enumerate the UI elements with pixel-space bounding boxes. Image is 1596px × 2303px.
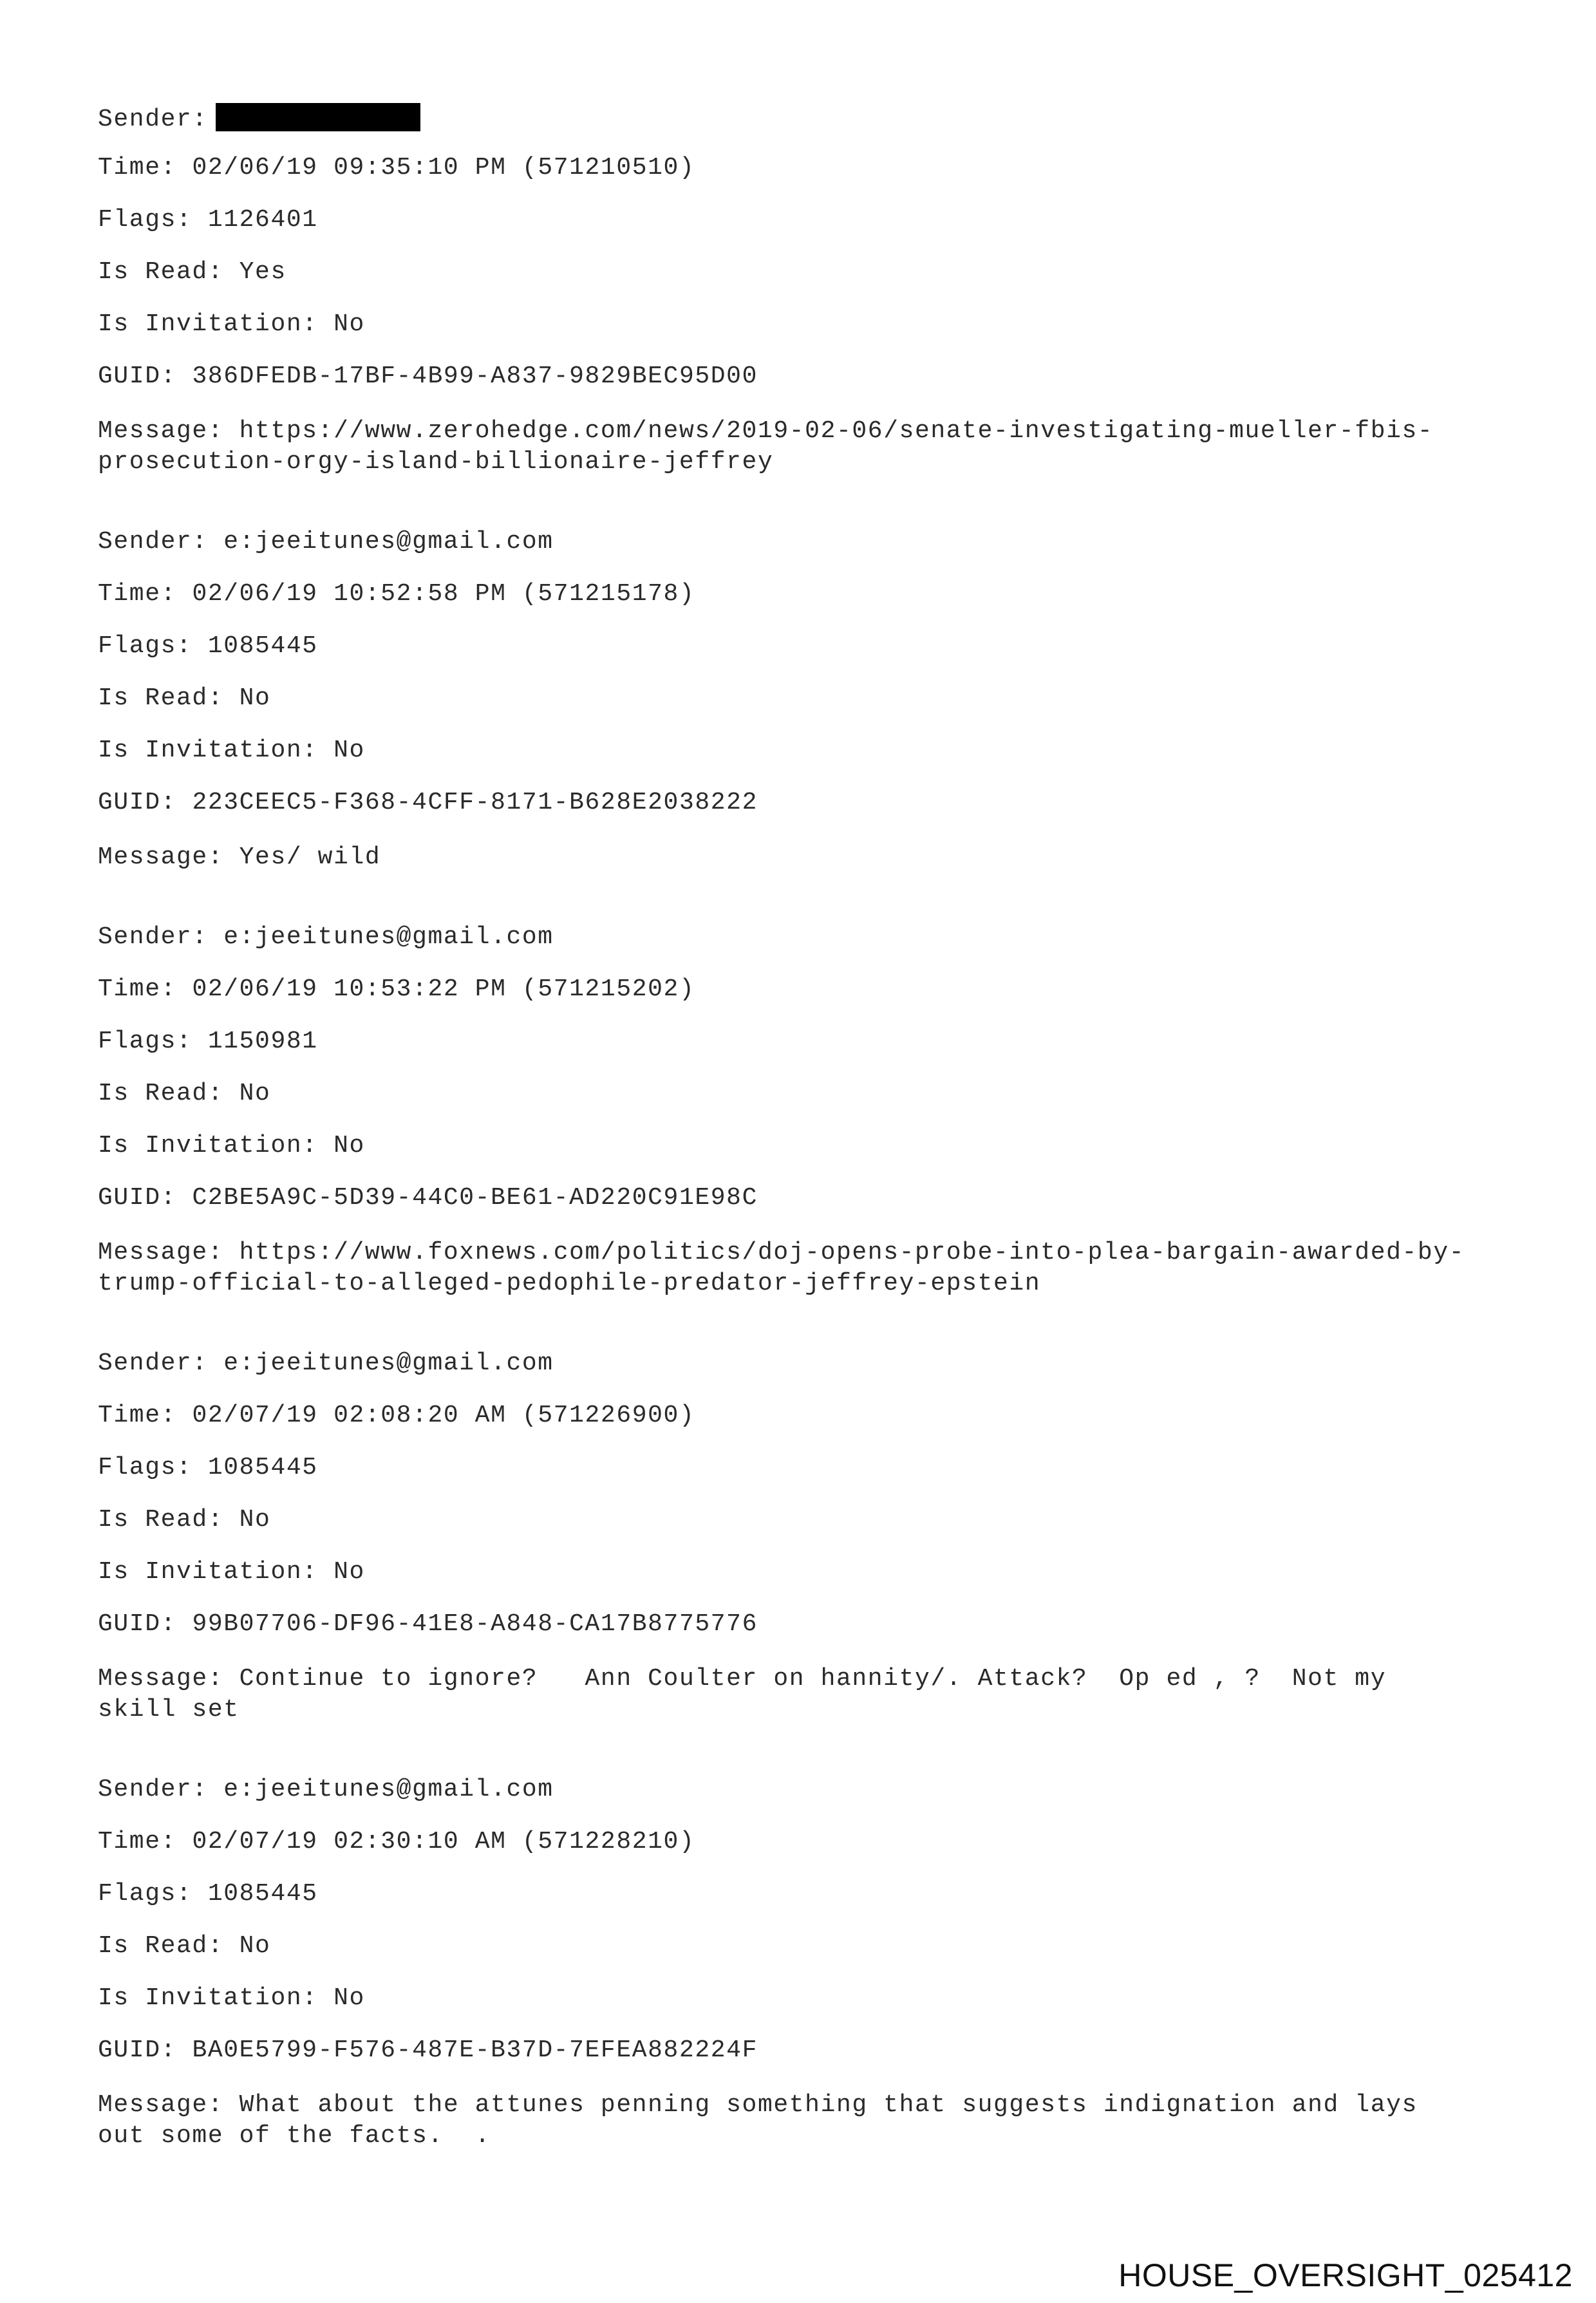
time-value: 02/06/19 10:52:58 PM (571215178) — [192, 580, 695, 608]
guid-line — [98, 790, 1540, 816]
message-record — [98, 103, 1540, 478]
is-read-line — [98, 1933, 1540, 1959]
is-read-line — [98, 1081, 1540, 1107]
message-label: Message: — [98, 843, 224, 871]
is-read-label: Is Read: — [98, 1506, 224, 1534]
is-invitation-label: Is Invitation: — [98, 1132, 318, 1160]
time-label: Time: — [98, 1828, 177, 1856]
message-value: What about the attunes penning something that suggests indignation and lays out some of the facts. . — [98, 2091, 1418, 2150]
guid-label: GUID: — [98, 362, 177, 390]
is-invitation-line — [98, 1986, 1540, 2011]
is-invitation-value: No — [333, 310, 365, 338]
message-label: Message: — [98, 1239, 224, 1266]
flags-line — [98, 1029, 1540, 1055]
time-line — [98, 1829, 1540, 1855]
is-read-label: Is Read: — [98, 258, 224, 286]
is-invitation-line — [98, 1133, 1540, 1159]
is-read-value: No — [239, 1506, 271, 1534]
message-record — [98, 925, 1540, 1299]
sender-line — [98, 529, 1540, 555]
flags-label: Flags: — [98, 1028, 192, 1055]
guid-value: 223CEEC5-F368-4CFF-8171-B628E2038222 — [192, 789, 758, 816]
bates-number: HOUSE_OVERSIGHT_025412 — [1118, 2257, 1573, 2293]
is-read-value: No — [239, 684, 271, 712]
is-read-value: No — [239, 1932, 271, 1960]
flags-line — [98, 1455, 1540, 1481]
is-invitation-label: Is Invitation: — [98, 310, 318, 338]
message-value: https://www.foxnews.com/politics/doj-opens-probe-into-plea-bargain-awarded-by- trump-official-to-alleged-pedophile-predator-jeffrey-epstein — [98, 1239, 1465, 1297]
flags-value: 1085445 — [207, 1454, 318, 1481]
flags-line — [98, 1881, 1540, 1907]
is-read-label: Is Read: — [98, 1932, 224, 1960]
guid-label: GUID: — [98, 2036, 177, 2064]
redaction-box — [216, 103, 420, 131]
sender-value: e:jeeitunes@gmail.com — [223, 1349, 554, 1377]
flags-label: Flags: — [98, 632, 192, 660]
message-value: https://www.zerohedge.com/news/2019-02-06/senate-investigating-mueller-fbis- prosecution-orgy-island-billionaire-jeffrey — [98, 417, 1434, 476]
flags-value: 1126401 — [207, 206, 318, 234]
guid-label: GUID: — [98, 1610, 177, 1638]
is-invitation-line — [98, 1559, 1540, 1585]
sender-line — [98, 925, 1540, 950]
sender-value: e:jeeitunes@gmail.com — [223, 528, 554, 556]
sender-value: e:jeeitunes@gmail.com — [223, 1776, 554, 1803]
time-value: 02/06/19 09:35:10 PM (571210510) — [192, 154, 695, 182]
is-invitation-label: Is Invitation: — [98, 737, 318, 764]
time-label: Time: — [98, 975, 177, 1003]
message-line — [98, 416, 1514, 478]
is-invitation-line — [98, 312, 1540, 337]
is-read-label: Is Read: — [98, 684, 224, 712]
guid-value: BA0E5799-F576-487E-B37D-7EFEA882224F — [192, 2036, 758, 2064]
guid-label: GUID: — [98, 789, 177, 816]
is-invitation-value: No — [333, 1558, 365, 1586]
is-invitation-label: Is Invitation: — [98, 1558, 318, 1586]
time-line — [98, 155, 1540, 181]
sender-line — [98, 103, 1540, 133]
time-value: 02/06/19 10:53:22 PM (571215202) — [192, 975, 695, 1003]
time-label: Time: — [98, 154, 177, 182]
is-read-line — [98, 259, 1540, 285]
time-line — [98, 581, 1540, 607]
guid-label: GUID: — [98, 1184, 177, 1212]
sender-label: Sender: — [98, 106, 208, 133]
sender-value: e:jeeitunes@gmail.com — [223, 923, 554, 951]
guid-value: C2BE5A9C-5D39-44C0-BE61-AD220C91E98C — [192, 1184, 758, 1212]
flags-line — [98, 207, 1540, 233]
is-invitation-label: Is Invitation: — [98, 1984, 318, 2012]
sender-line — [98, 1351, 1540, 1377]
message-records — [98, 103, 1540, 2203]
is-read-line — [98, 1507, 1540, 1533]
message-value: Continue to ignore? Ann Coulter on hannity/. Attack? Op ed , ? Not my skill set — [98, 1665, 1387, 1724]
flags-label: Flags: — [98, 1454, 192, 1481]
message-line — [98, 842, 1514, 873]
message-record — [98, 1777, 1540, 2152]
sender-label: Sender: — [98, 1349, 208, 1377]
flags-value: 1085445 — [207, 1880, 318, 1908]
is-invitation-value: No — [333, 1984, 365, 2012]
time-line — [98, 977, 1540, 1002]
guid-line — [98, 364, 1540, 390]
time-value: 02/07/19 02:30:10 AM (571228210) — [192, 1828, 695, 1856]
is-read-line — [98, 686, 1540, 711]
is-read-label: Is Read: — [98, 1080, 224, 1107]
time-line — [98, 1403, 1540, 1429]
message-label: Message: — [98, 1665, 224, 1693]
guid-line — [98, 1612, 1540, 1637]
is-read-value: Yes — [239, 258, 286, 286]
message-label: Message: — [98, 2091, 224, 2119]
guid-line — [98, 1185, 1540, 1211]
message-label: Message: — [98, 417, 224, 445]
time-label: Time: — [98, 580, 177, 608]
time-value: 02/07/19 02:08:20 AM (571226900) — [192, 1402, 695, 1429]
flags-label: Flags: — [98, 206, 192, 234]
message-value: Yes/ wild — [239, 843, 381, 871]
sender-label: Sender: — [98, 528, 208, 556]
time-label: Time: — [98, 1402, 177, 1429]
message-record — [98, 1351, 1540, 1725]
message-record — [98, 529, 1540, 873]
is-invitation-value: No — [333, 737, 365, 764]
sender-line — [98, 1777, 1540, 1803]
message-line — [98, 1237, 1514, 1299]
is-invitation-value: No — [333, 1132, 365, 1160]
flags-value: 1085445 — [207, 632, 318, 660]
guid-value: 386DFEDB-17BF-4B99-A837-9829BEC95D00 — [192, 362, 758, 390]
is-invitation-line — [98, 738, 1540, 764]
flags-value: 1150981 — [207, 1028, 318, 1055]
message-line — [98, 1664, 1514, 1725]
message-line — [98, 2090, 1514, 2152]
guid-line — [98, 2038, 1540, 2063]
flags-line — [98, 634, 1540, 659]
sender-label: Sender: — [98, 923, 208, 951]
guid-value: 99B07706-DF96-41E8-A848-CA17B8775776 — [192, 1610, 758, 1638]
flags-label: Flags: — [98, 1880, 192, 1908]
is-read-value: No — [239, 1080, 271, 1107]
sender-label: Sender: — [98, 1776, 208, 1803]
